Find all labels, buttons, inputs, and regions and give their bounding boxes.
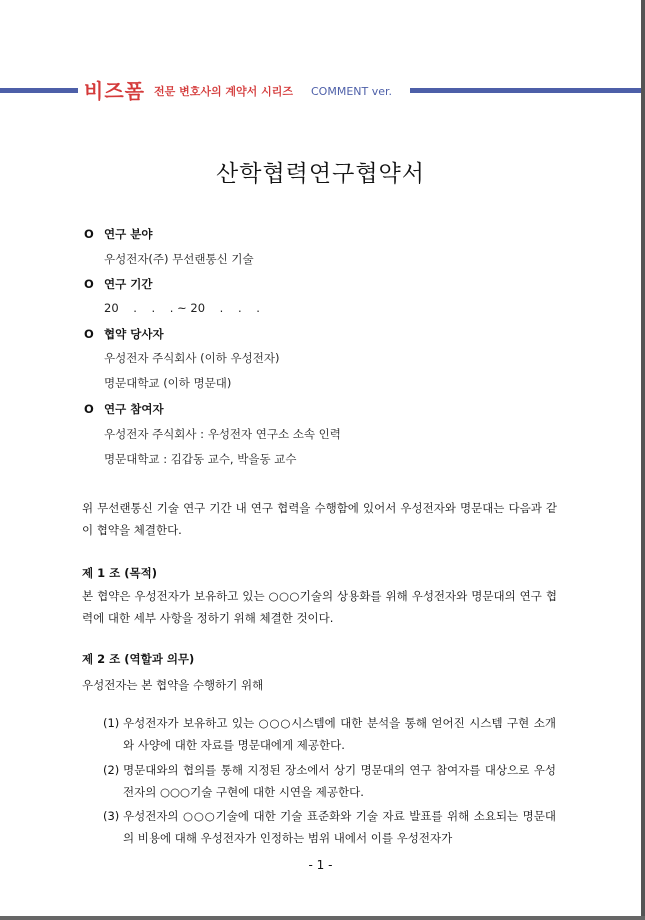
list-item [103, 712, 556, 756]
bullet: O [84, 227, 94, 241]
item-heading-research-field [84, 226, 152, 242]
item-label: 연구 기간 [104, 277, 153, 291]
article-2-title: 제 2 조 (역할과 의무) [82, 652, 195, 666]
page-number: - 1 - [308, 858, 333, 872]
document-title: 산학협력연구협약서 [216, 161, 425, 187]
header-banner [0, 80, 641, 110]
item-heading-participants [84, 401, 164, 417]
article-1-body: 본 협약은 우성전자가 보유하고 있는 ○○○기술의 상용화를 위해 우성전자와 명문대의 연구 협력에 대한 세부 사항을 정하기 위해 체결한 것이다. [82, 589, 557, 625]
item-label: 연구 분야 [104, 227, 153, 241]
page-shadow-bottom [0, 916, 645, 920]
list-item-number: (2) [103, 763, 120, 777]
bullet: O [84, 277, 94, 291]
item-value: 우성전자(주) 무선랜통신 기술 [104, 252, 254, 266]
bullet: O [84, 402, 94, 416]
version-label: COMMENT ver. [311, 85, 393, 98]
item-value: 우성전자 주식회사 (이하 우성전자) [104, 351, 280, 365]
list-item [103, 805, 556, 849]
item-label: 협약 당사자 [104, 327, 164, 341]
list-item-text: 우성전자의 ○○○기술에 대한 기술 표준화와 기술 자료 발표를 위해 소요되는 명문대의 비용에 대해 우성전자가 인정하는 범위 내에서 이를 우성전자가 [123, 809, 556, 845]
item-label: 연구 참여자 [104, 402, 164, 416]
item-value: 20 . . . ~ 20 . . . [104, 301, 260, 315]
series-subtitle: 전문 변호사의 계약서 시리즈 [154, 85, 293, 98]
list-item [103, 759, 556, 803]
brand-logo: 비즈폼 [84, 79, 145, 103]
list-item-text: 명문대와의 협의를 통해 지정된 장소에서 상기 명문대의 연구 참여자를 대상으로 우성전자의 ○○○기술 구현에 대한 시연을 제공한다. [123, 763, 556, 799]
intro-paragraph: 위 무선랜통신 기술 연구 기간 내 연구 협력을 수행함에 있어서 우성전자와 명문대는 다음과 같이 협약을 체결한다. [82, 501, 557, 537]
item-heading-research-period [84, 276, 152, 292]
list-item-number: (3) [103, 809, 120, 823]
article-2-body: 우성전자는 본 협약을 수행하기 위해 [82, 678, 264, 692]
list-item-number: (1) [103, 716, 120, 730]
item-value: 명문대학교 : 김갑동 교수, 박을동 교수 [104, 452, 297, 466]
item-value: 우성전자 주식회사 : 우성전자 연구소 소속 인력 [104, 427, 341, 441]
item-heading-parties [84, 326, 164, 342]
header-rule-right [410, 88, 641, 93]
page-shadow-right [641, 0, 645, 920]
bullet: O [84, 327, 94, 341]
list-item-text: 우성전자가 보유하고 있는 ○○○시스템에 대한 분석을 통해 얻어진 시스템 구현 소개와 사양에 대한 자료를 명문대에게 제공한다. [123, 716, 556, 752]
article-1-title: 제 1 조 (목적) [82, 566, 157, 580]
item-value: 명문대학교 (이하 명문대) [104, 376, 232, 390]
header-rule-left [0, 88, 78, 93]
